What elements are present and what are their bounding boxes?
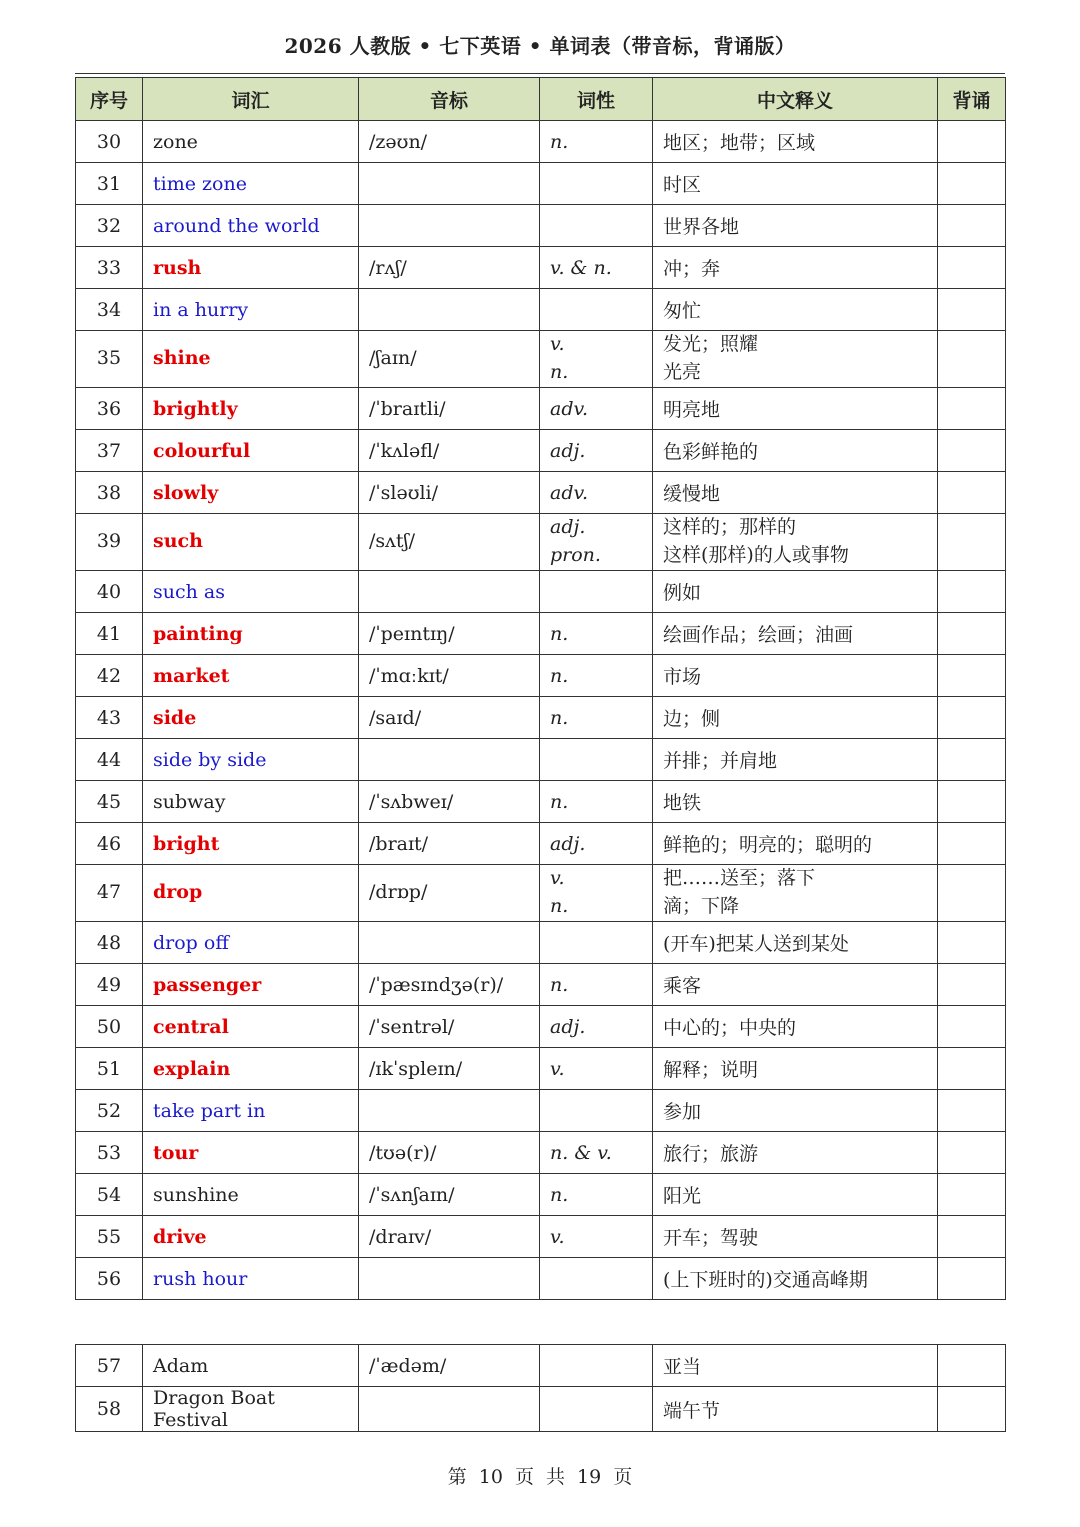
cell-part-of-speech (540, 781, 653, 823)
cell-part-of-speech (540, 430, 653, 472)
cell-number: 35 (76, 331, 143, 388)
pos-line: n. (550, 1183, 569, 1206)
cell-number: 37 (76, 430, 143, 472)
meaning-line: 开车；驾驶 (663, 1227, 759, 1249)
cell-phonetic: /ʃaɪn/ (359, 331, 540, 388)
cell-phonetic: /tʊə(r)/ (359, 1132, 540, 1174)
cell-phonetic (359, 1090, 540, 1132)
title-rule (75, 73, 1005, 74)
cell-recite (938, 1216, 1006, 1258)
cell-number: 39 (76, 514, 143, 571)
cell-chinese-meaning (653, 922, 938, 964)
cell-number: 40 (76, 571, 143, 613)
cell-word: around the world (143, 205, 359, 247)
table-row (76, 1132, 1006, 1174)
cell-phonetic: /ˈkʌləfl/ (359, 430, 540, 472)
cell-phonetic (359, 1258, 540, 1300)
cell-chinese-meaning (653, 514, 938, 571)
table-row (76, 205, 1006, 247)
cell-part-of-speech (540, 964, 653, 1006)
cell-chinese-meaning (653, 964, 938, 1006)
vocab-table (75, 77, 1006, 1300)
cell-number: 34 (76, 289, 143, 331)
table-row (76, 697, 1006, 739)
meaning-line: 地区；地带；区域 (663, 132, 816, 154)
cell-word: colourful (143, 430, 359, 472)
meaning-line: 缓慢地 (663, 483, 721, 505)
cell-word: brightly (143, 388, 359, 430)
cell-phonetic: /sʌtʃ/ (359, 514, 540, 571)
pos-line: n. (550, 130, 569, 153)
cell-phonetic: /ˈpeɪntɪŋ/ (359, 613, 540, 655)
pos-line: n. & v. (550, 1141, 612, 1164)
cell-chinese-meaning (653, 1258, 938, 1300)
cell-number: 36 (76, 388, 143, 430)
table-row (76, 388, 1006, 430)
cell-recite (938, 1387, 1006, 1432)
table-row (76, 613, 1006, 655)
cell-phonetic: /rʌʃ/ (359, 247, 540, 289)
table-row (76, 289, 1006, 331)
pos-line: v. (550, 1057, 565, 1080)
meaning-line: 色彩鲜艳的 (663, 441, 759, 463)
meaning-line: 世界各地 (663, 216, 740, 238)
pos-line: adv. (550, 481, 589, 504)
meaning-line: 市场 (663, 666, 702, 688)
cell-word: Dragon Boat Festival (143, 1387, 359, 1432)
meaning-line: 这样的；那样的 (663, 516, 797, 539)
meaning-line: 阳光 (663, 1185, 702, 1207)
cell-part-of-speech (540, 1174, 653, 1216)
cell-phonetic: /ˈsləʊli/ (359, 472, 540, 514)
cell-word: rush (143, 247, 359, 289)
cell-recite (938, 121, 1006, 163)
cell-word: side (143, 697, 359, 739)
cell-chinese-meaning (653, 1387, 938, 1432)
pos-line: v. (550, 867, 565, 890)
meaning-line: 端午节 (663, 1399, 721, 1422)
meaning-line: 例如 (663, 582, 702, 604)
table-row (76, 1216, 1006, 1258)
meaning-line: 把……送至；落下 (663, 867, 816, 890)
cell-word: drop off (143, 922, 359, 964)
cell-number: 54 (76, 1174, 143, 1216)
cell-word: time zone (143, 163, 359, 205)
cell-part-of-speech (540, 1345, 653, 1387)
cell-number: 56 (76, 1258, 143, 1300)
pos-line: n. (550, 622, 569, 645)
cell-part-of-speech (540, 865, 653, 922)
table-row (76, 1006, 1006, 1048)
pos-line: adj. (550, 516, 586, 539)
cell-word: central (143, 1006, 359, 1048)
cell-word: take part in (143, 1090, 359, 1132)
cell-chinese-meaning (653, 163, 938, 205)
pos-line: n. (550, 973, 569, 996)
cell-chinese-meaning (653, 697, 938, 739)
cell-part-of-speech (540, 1132, 653, 1174)
pos-line: n. (550, 895, 569, 917)
header-part-of-speech: 词性 (540, 78, 653, 121)
meaning-line: 时区 (663, 174, 702, 196)
cell-phonetic: /saɪd/ (359, 697, 540, 739)
pos-line: v. & n. (550, 256, 612, 279)
cell-recite (938, 1006, 1006, 1048)
cell-number: 32 (76, 205, 143, 247)
cell-recite (938, 1048, 1006, 1090)
cell-part-of-speech (540, 121, 653, 163)
cell-chinese-meaning (653, 1048, 938, 1090)
cell-word: sunshine (143, 1174, 359, 1216)
cell-word: slowly (143, 472, 359, 514)
cell-chinese-meaning (653, 289, 938, 331)
cell-part-of-speech (540, 1090, 653, 1132)
pos-line: n. (550, 790, 569, 813)
cell-chinese-meaning (653, 1174, 938, 1216)
meaning-line: 绘画作品；绘画；油画 (663, 624, 854, 646)
cell-number: 31 (76, 163, 143, 205)
table-row (76, 739, 1006, 781)
cell-recite (938, 1258, 1006, 1300)
table-row (76, 1174, 1006, 1216)
cell-chinese-meaning (653, 1006, 938, 1048)
header-recite: 背诵 (938, 78, 1006, 121)
cell-word: drop (143, 865, 359, 922)
cell-phonetic: /ˈbraɪtli/ (359, 388, 540, 430)
cell-recite (938, 430, 1006, 472)
cell-phonetic: /drɒp/ (359, 865, 540, 922)
table-row (76, 1387, 1006, 1432)
cell-phonetic: /ˈsʌnʃaɪn/ (359, 1174, 540, 1216)
table-row (76, 781, 1006, 823)
cell-chinese-meaning (653, 655, 938, 697)
table-row (76, 964, 1006, 1006)
table-row (76, 163, 1006, 205)
meaning-line: 匆忙 (663, 300, 702, 322)
cell-part-of-speech (540, 163, 653, 205)
cell-number: 45 (76, 781, 143, 823)
header-word: 词汇 (143, 78, 359, 121)
meaning-line: 旅行；旅游 (663, 1143, 759, 1165)
meaning-line: 滴；下降 (663, 895, 740, 917)
cell-recite (938, 514, 1006, 571)
cell-recite (938, 613, 1006, 655)
cell-phonetic: /ˈmɑːkɪt/ (359, 655, 540, 697)
cell-part-of-speech (540, 613, 653, 655)
cell-number: 58 (76, 1387, 143, 1432)
cell-word: passenger (143, 964, 359, 1006)
cell-recite (938, 964, 1006, 1006)
cell-chinese-meaning (653, 1216, 938, 1258)
cell-phonetic (359, 739, 540, 781)
pos-line: adj. (550, 1015, 586, 1038)
meaning-line: 中心的；中央的 (663, 1017, 797, 1039)
cell-number: 48 (76, 922, 143, 964)
cell-part-of-speech (540, 1387, 653, 1432)
meaning-line: 参加 (663, 1101, 702, 1123)
cell-word: bright (143, 823, 359, 865)
cell-number: 38 (76, 472, 143, 514)
meaning-line: (上下班时的)交通高峰期 (663, 1269, 868, 1291)
table-row (76, 655, 1006, 697)
cell-number: 46 (76, 823, 143, 865)
pos-line: adj. (550, 439, 586, 462)
cell-part-of-speech (540, 571, 653, 613)
cell-recite (938, 205, 1006, 247)
cell-part-of-speech (540, 247, 653, 289)
meaning-line: 并排；并肩地 (663, 750, 778, 772)
cell-chinese-meaning (653, 1132, 938, 1174)
cell-word: drive (143, 1216, 359, 1258)
cell-part-of-speech (540, 1216, 653, 1258)
cell-recite (938, 472, 1006, 514)
meaning-line: 亚当 (663, 1356, 702, 1378)
table-row (76, 472, 1006, 514)
table-row (76, 514, 1006, 571)
cell-number: 41 (76, 613, 143, 655)
cell-recite (938, 388, 1006, 430)
cell-part-of-speech (540, 922, 653, 964)
cell-word: market (143, 655, 359, 697)
cell-number: 47 (76, 865, 143, 922)
cell-part-of-speech (540, 655, 653, 697)
cell-recite (938, 655, 1006, 697)
cell-number: 44 (76, 739, 143, 781)
cell-word: Adam (143, 1345, 359, 1387)
cell-part-of-speech (540, 388, 653, 430)
meaning-line: 鲜艳的；明亮的；聪明的 (663, 834, 873, 856)
cell-word: zone (143, 121, 359, 163)
cell-part-of-speech (540, 472, 653, 514)
cell-chinese-meaning (653, 472, 938, 514)
cell-number: 51 (76, 1048, 143, 1090)
cell-chinese-meaning (653, 121, 938, 163)
cell-phonetic: /zəʊn/ (359, 121, 540, 163)
cell-phonetic (359, 571, 540, 613)
table-header-row (76, 78, 1006, 121)
pos-line: n. (550, 664, 569, 687)
cell-chinese-meaning (653, 430, 938, 472)
cell-recite (938, 781, 1006, 823)
cell-recite (938, 331, 1006, 388)
table-row (76, 865, 1006, 922)
cell-part-of-speech (540, 514, 653, 571)
pos-line: n. (550, 706, 569, 729)
cell-word: such (143, 514, 359, 571)
table-row (76, 571, 1006, 613)
table-row (76, 331, 1006, 388)
cell-phonetic: /ɪkˈspleɪn/ (359, 1048, 540, 1090)
meaning-line: 发光；照耀 (663, 333, 759, 356)
page-footer: 第 10 页 共 19 页 (447, 1466, 633, 1488)
cell-word: subway (143, 781, 359, 823)
cell-number: 42 (76, 655, 143, 697)
cell-recite (938, 1345, 1006, 1387)
cell-chinese-meaning (653, 781, 938, 823)
cell-recite (938, 571, 1006, 613)
cell-part-of-speech (540, 1006, 653, 1048)
table-row (76, 247, 1006, 289)
cell-number: 52 (76, 1090, 143, 1132)
table-row (76, 430, 1006, 472)
cell-phonetic: /braɪt/ (359, 823, 540, 865)
cell-number: 43 (76, 697, 143, 739)
cell-recite (938, 1174, 1006, 1216)
cell-chinese-meaning (653, 1345, 938, 1387)
cell-phonetic: /draɪv/ (359, 1216, 540, 1258)
cell-chinese-meaning (653, 613, 938, 655)
cell-recite (938, 289, 1006, 331)
cell-phonetic: /ˈædəm/ (359, 1345, 540, 1387)
cell-chinese-meaning (653, 739, 938, 781)
cell-chinese-meaning (653, 571, 938, 613)
cell-part-of-speech (540, 1258, 653, 1300)
cell-word: rush hour (143, 1258, 359, 1300)
cell-chinese-meaning (653, 331, 938, 388)
cell-part-of-speech (540, 739, 653, 781)
cell-phonetic: /ˈsentrəl/ (359, 1006, 540, 1048)
cell-chinese-meaning (653, 388, 938, 430)
pos-line: adj. (550, 832, 586, 855)
cell-phonetic (359, 163, 540, 205)
cell-phonetic (359, 289, 540, 331)
meaning-line: 解释；说明 (663, 1059, 759, 1081)
cell-part-of-speech (540, 331, 653, 388)
cell-chinese-meaning (653, 1090, 938, 1132)
cell-chinese-meaning (653, 247, 938, 289)
cell-recite (938, 1090, 1006, 1132)
page-title: 2026 人教版 • 七下英语 • 单词表（带音标，背诵版） (284, 34, 796, 58)
table-row (76, 1345, 1006, 1387)
cell-phonetic (359, 1387, 540, 1432)
header-chinese-meaning: 中文释义 (653, 78, 938, 121)
cell-number: 57 (76, 1345, 143, 1387)
table-row (76, 1048, 1006, 1090)
cell-chinese-meaning (653, 205, 938, 247)
cell-number: 33 (76, 247, 143, 289)
cell-phonetic: /ˈpæsɪndʒə(r)/ (359, 964, 540, 1006)
cell-part-of-speech (540, 697, 653, 739)
cell-recite (938, 739, 1006, 781)
cell-phonetic (359, 205, 540, 247)
meaning-line: 明亮地 (663, 399, 721, 421)
cell-word: explain (143, 1048, 359, 1090)
header-number: 序号 (76, 78, 143, 121)
cell-word: tour (143, 1132, 359, 1174)
cell-part-of-speech (540, 1048, 653, 1090)
cell-word: painting (143, 613, 359, 655)
cell-part-of-speech (540, 205, 653, 247)
cell-recite (938, 247, 1006, 289)
cell-number: 50 (76, 1006, 143, 1048)
vocab-table-proper-nouns (75, 1344, 1006, 1432)
cell-number: 55 (76, 1216, 143, 1258)
meaning-line: 乘客 (663, 975, 702, 997)
table-row (76, 1258, 1006, 1300)
table-row (76, 823, 1006, 865)
cell-number: 30 (76, 121, 143, 163)
cell-phonetic (359, 922, 540, 964)
cell-recite (938, 697, 1006, 739)
meaning-line: 冲；奔 (663, 258, 721, 280)
cell-number: 53 (76, 1132, 143, 1174)
pos-line: n. (550, 361, 569, 383)
cell-word: shine (143, 331, 359, 388)
meaning-line: 边；侧 (663, 708, 721, 730)
cell-phonetic: /ˈsʌbweɪ/ (359, 781, 540, 823)
meaning-line: 这样(那样)的人或事物 (663, 544, 849, 566)
table-row (76, 1090, 1006, 1132)
pos-line: pron. (550, 544, 601, 566)
meaning-line: 光亮 (663, 361, 702, 383)
cell-part-of-speech (540, 289, 653, 331)
cell-recite (938, 163, 1006, 205)
meaning-line: (开车)把某人送到某处 (663, 933, 849, 955)
cell-part-of-speech (540, 823, 653, 865)
table-row (76, 922, 1006, 964)
cell-chinese-meaning (653, 823, 938, 865)
cell-recite (938, 865, 1006, 922)
cell-recite (938, 823, 1006, 865)
cell-recite (938, 922, 1006, 964)
header-phonetic: 音标 (359, 78, 540, 121)
pos-line: v. (550, 333, 565, 356)
meaning-line: 地铁 (663, 792, 702, 814)
pos-line: v. (550, 1225, 565, 1248)
cell-recite (938, 1132, 1006, 1174)
cell-word: such as (143, 571, 359, 613)
pos-line: adv. (550, 397, 589, 420)
cell-word: side by side (143, 739, 359, 781)
cell-word: in a hurry (143, 289, 359, 331)
cell-number: 49 (76, 964, 143, 1006)
cell-chinese-meaning (653, 865, 938, 922)
table-row (76, 121, 1006, 163)
